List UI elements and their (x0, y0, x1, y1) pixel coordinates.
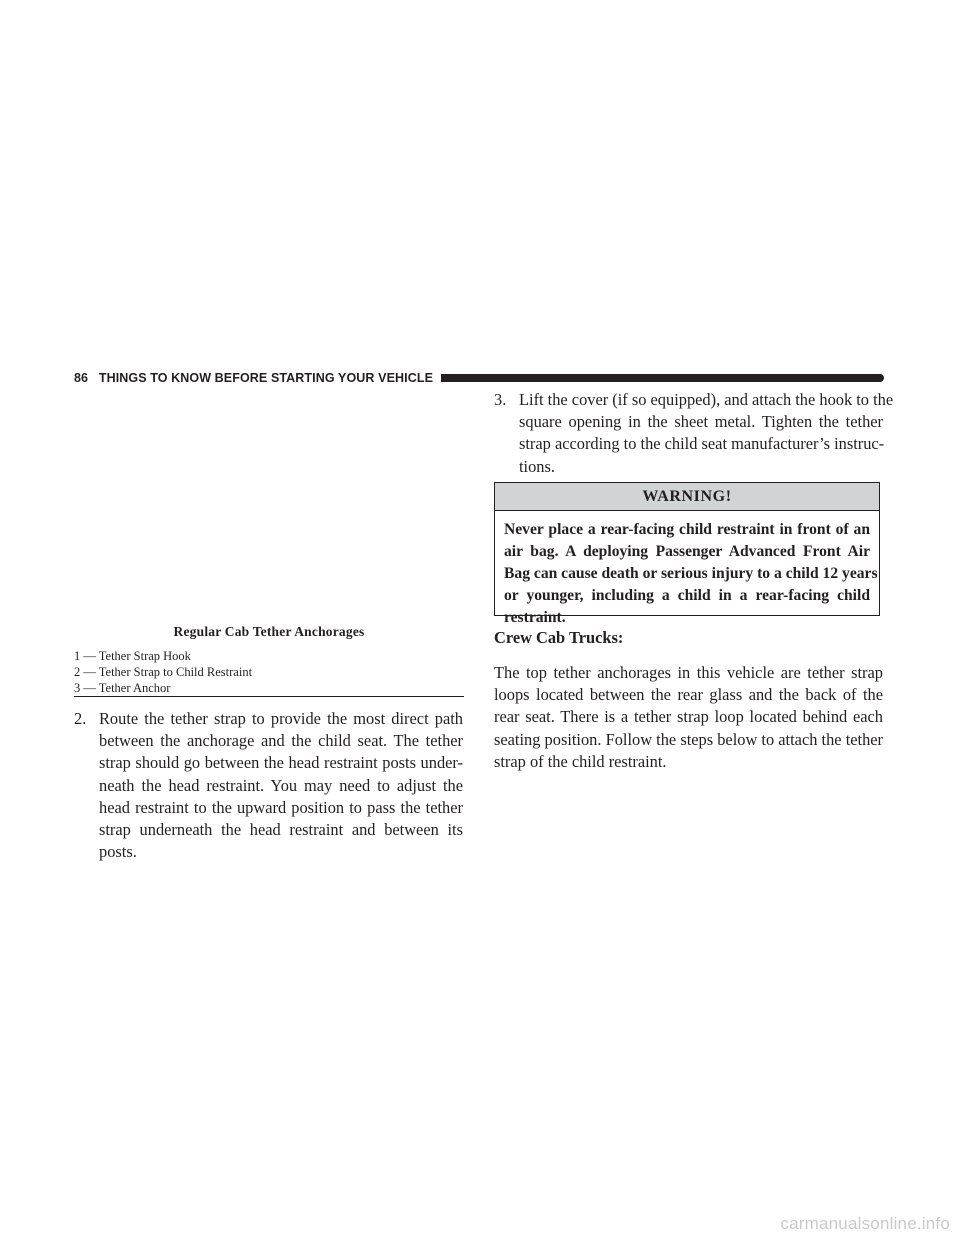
step-line: strap according to the child seat manufacturer’s instruc- (519, 434, 885, 454)
warning-line: restraint. (504, 609, 566, 626)
step-2 (74, 708, 463, 863)
header-rule (441, 374, 884, 382)
step-line: square opening in the sheet metal. Tighten the tether (519, 412, 883, 432)
running-header (74, 370, 884, 386)
warning-text (495, 511, 879, 629)
crew-cab-heading: Crew Cab Trucks: (494, 628, 624, 647)
warning-line: Never place a rear-facing child restraint in front of an (504, 521, 870, 538)
legend-item: 2 — Tether Strap to Child Restraint (74, 665, 253, 679)
legend-item: 3 — Tether Anchor (74, 681, 171, 695)
figure-legend (74, 648, 464, 696)
figure-illustration-area (74, 400, 464, 620)
watermark: carmanualsonline.info (780, 1214, 950, 1233)
paragraph-line: seating position. Follow the steps below to attach the tether (494, 729, 883, 749)
step-number: 3. (494, 390, 507, 409)
figure-caption: Regular Cab Tether Anchorages (173, 624, 365, 639)
legend-item: 1 — Tether Strap Hook (74, 649, 191, 663)
warning-line: air bag. A deploying Passenger Advanced Front Air (504, 543, 870, 560)
warning-box (494, 482, 880, 626)
warning-title: WARNING! (495, 483, 879, 511)
paragraph-line: strap of the child restraint. (494, 751, 667, 771)
warning-line: or younger, including a child in a rear-facing child (504, 587, 870, 604)
crew-cab-paragraph (494, 662, 883, 773)
section-title: THINGS TO KNOW BEFORE STARTING YOUR VEHICLE (98, 371, 434, 385)
step-line: between the anchorage and the child seat. The tether (99, 731, 463, 751)
paragraph-line: rear seat. There is a tether strap loop located behind each (494, 707, 883, 727)
step-line: strap underneath the head restraint and between its (99, 820, 463, 840)
step-line: head restraint to the upward position to pass the tether (99, 797, 463, 817)
step-line: tions. (519, 456, 555, 476)
warning-line: Bag can cause death or serious injury to a child 12 years (504, 565, 878, 582)
paragraph-line: loops located between the rear glass and the back of the (494, 685, 883, 705)
step-line: Route the tether strap to provide the most direct path (99, 709, 463, 728)
legend-divider (74, 696, 464, 697)
header-text (74, 371, 441, 385)
page-number: 86 (74, 371, 89, 385)
step-text (494, 389, 894, 478)
step-number: 2. (74, 709, 87, 728)
step-line: Lift the cover (if so equipped), and attach the hook to the (519, 390, 894, 409)
step-text (74, 708, 463, 863)
paragraph-line: The top tether anchorages in this vehicle are tether strap (494, 663, 883, 682)
step-3 (494, 389, 894, 478)
step-line: neath the head restraint. You may need to adjust the (99, 775, 463, 795)
step-line: strap should go between the head restraint posts under- (99, 753, 463, 773)
step-line: posts. (99, 842, 137, 862)
